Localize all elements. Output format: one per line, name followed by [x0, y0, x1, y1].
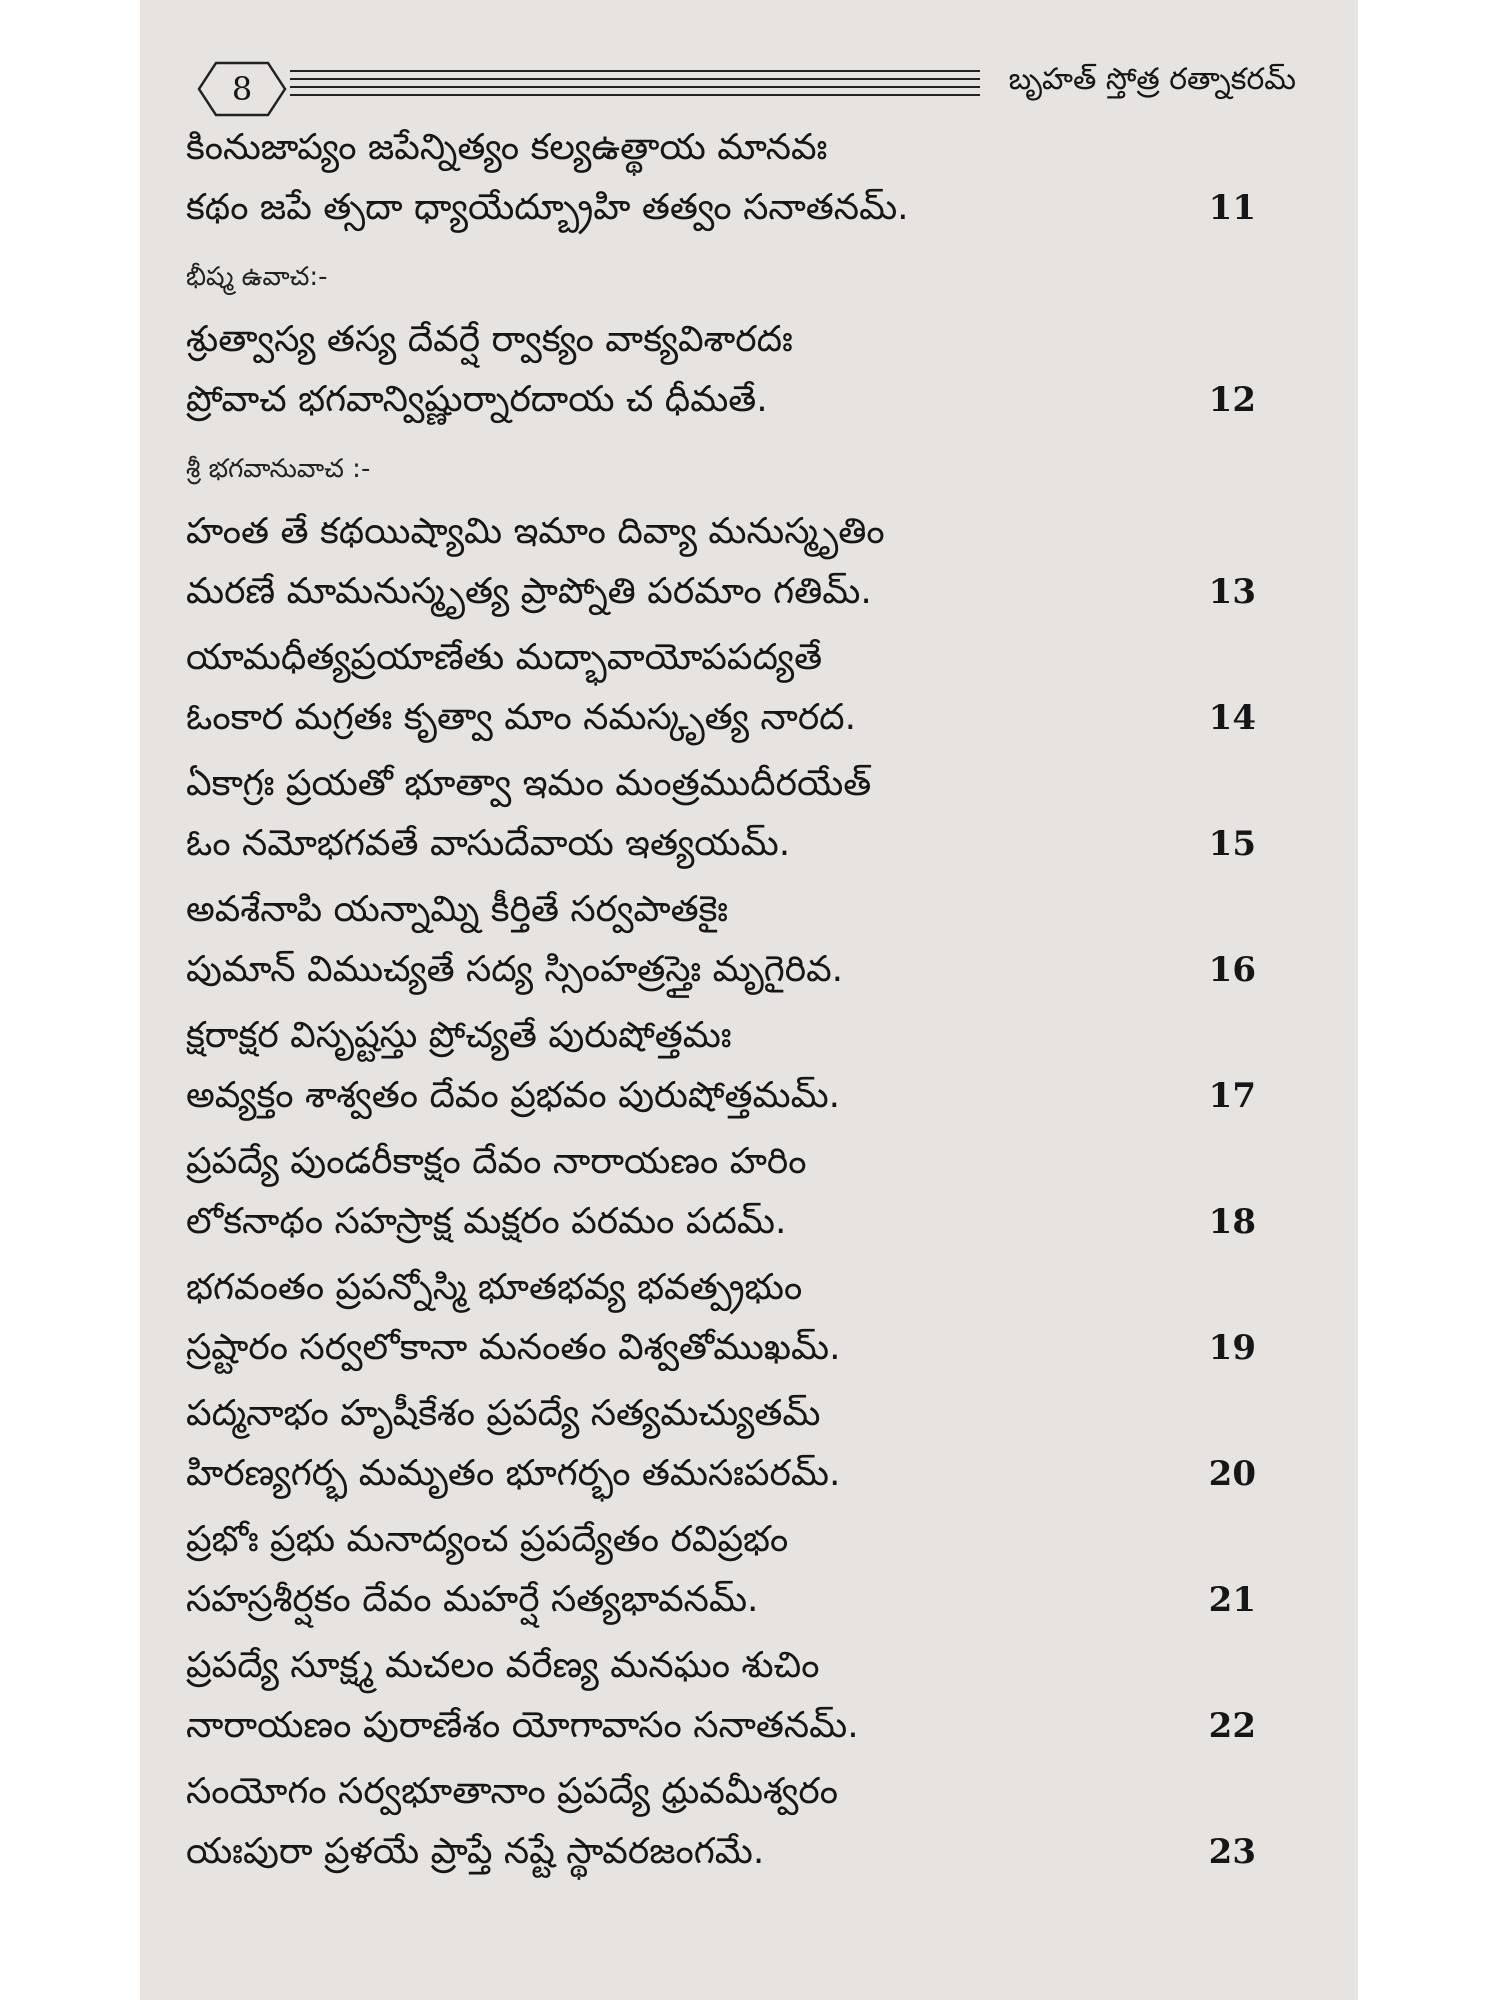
book-page [140, 0, 1358, 2000]
verse-line: శ్రుత్వాస్య తస్య దేవర్షే ర్వాక్యం వాక్యవిశారదః [186, 319, 793, 360]
verse-number: 15 [1208, 824, 1256, 864]
verse-number: 11 [1208, 188, 1256, 228]
verse-line: భగవంతం ప్రపన్నోస్మి భూతభవ్య భవత్ప్రభుం [186, 1267, 803, 1308]
verse-number: 19 [1208, 1328, 1256, 1368]
verse-number: 12 [1208, 380, 1256, 420]
speaker-heading: భీష్మ ఉవాచ:- [186, 262, 328, 292]
sloka-verse [186, 1006, 1296, 1126]
verse-line: ప్రపద్యే పుండరీకాక్షం దేవం నారాయణం హరిం [186, 1141, 807, 1182]
sloka-verse [186, 1636, 1296, 1756]
verse-number: 18 [1208, 1202, 1256, 1242]
verse-line: హిరణ్యగర్భ మమృతం భూగర్భం తమసఃపరమ్. [186, 1453, 841, 1494]
verse-line: పుమాన్ విముచ్యతే సద్య స్సింహత్రస్తైః మృగైరివ. [186, 949, 844, 990]
verse-line: ప్రోవాచ భగవాన్విష్ణుర్నారదాయ చ ధీమతే. [186, 379, 768, 420]
text-body [186, 118, 1296, 1888]
sloka-verse [186, 628, 1296, 748]
verse-line: ఓం నమోభగవతే వాసుదేవాయ ఇత్యయమ్. [186, 823, 791, 864]
page-number [196, 60, 288, 118]
verse-line: ప్రభోః ప్రభు మనాద్యంచ ప్రపద్యేతం రవిప్రభం [186, 1519, 789, 1560]
verse-line: సహస్రశీర్షకం దేవం మహర్షే సత్యభావనమ్. [186, 1579, 759, 1620]
verse-number: 22 [1208, 1706, 1256, 1746]
sloka-verse [186, 1384, 1296, 1504]
verse-line: హంత తే కథయిష్యామి ఇమాం దివ్యా మనుస్మృతిం [186, 511, 885, 552]
speaker-heading: శ్రీ భగవానువాచ :- [186, 454, 371, 484]
verse-line: మరణే మామనుస్మృత్య ప్రాప్నోతి పరమాం గతిమ్. [186, 571, 872, 612]
verse-line: కథం జపే త్సదా ధ్యాయేద్బ్రూహి తత్వం సనాతనమ్. [186, 187, 909, 228]
verse-number: 14 [1208, 698, 1256, 738]
verse-line: అవశేనాపి యన్నామ్ని కీర్తితే సర్వపాతకైః [186, 889, 729, 930]
verse-number: 16 [1208, 950, 1256, 990]
verse-line: నారాయణం పురాణేశం యోగావాసం సనాతనమ్. [186, 1705, 859, 1746]
sloka-verse [186, 118, 1296, 238]
verse-line: ఓంకార మగ్రతః కృత్వా మాం నమస్కృత్య నారద. [186, 697, 857, 738]
sloka-verse [186, 1762, 1296, 1882]
verse-number: 20 [1208, 1454, 1256, 1494]
verse-line: కింనుజాప్యం జపేన్నిత్యం కల్యఉత్థాయ మానవః [186, 127, 828, 168]
sloka-verse [186, 754, 1296, 874]
verse-line: యఃపురా ప్రళయే ప్రాప్తే నష్టే స్థావరజంగమే. [186, 1831, 765, 1872]
sloka-verse [186, 880, 1296, 1000]
verse-line: లోకనాథం సహస్రాక్ష మక్షరం పరమం పదమ్. [186, 1201, 787, 1242]
header-rules [290, 70, 980, 102]
verse-line: క్షరాక్షర విసృష్టస్తు ప్రోచ్యతే పురుషోత్తమః [186, 1015, 732, 1056]
verse-line: పద్మనాభం హృషీకేశం ప్రపద్యే సత్యమచ్యుతమ్ [186, 1393, 821, 1434]
verse-number: 17 [1208, 1076, 1256, 1116]
verse-number: 23 [1208, 1832, 1256, 1872]
sloka-verse [186, 310, 1296, 430]
sloka-verse [186, 1510, 1296, 1630]
sloka-verse [186, 1132, 1296, 1252]
sloka-verse [186, 502, 1296, 622]
verse-line: స్రష్టారం సర్వలోకానా మనంతం విశ్వతోముఖమ్. [186, 1327, 841, 1368]
verse-line: సంయోగం సర్వభూతానాం ప్రపద్యే ధ్రువమీశ్వరం [186, 1771, 839, 1812]
running-title: బృహత్ స్తోత్ర రత్నాకరమ్ [1008, 62, 1296, 97]
verse-number: 13 [1208, 572, 1256, 612]
verse-line: ఏకాగ్రః ప్రయతో భూత్వా ఇమం మంత్రముదీరయేత్ [186, 763, 872, 804]
page-header [196, 60, 1296, 118]
verse-line: యామధీత్యప్రయాణేతు మద్భావాయోపపద్యతే [186, 637, 823, 678]
sloka-verse [186, 1258, 1296, 1378]
verse-line: అవ్యక్తం శాశ్వతం దేవం ప్రభవం పురుషోత్తమమ్. [186, 1075, 841, 1116]
verse-line: ప్రపద్యే సూక్ష్మ మచలం వరేణ్య మనఘం శుచిం [186, 1645, 820, 1686]
page-number-text: 8 [231, 70, 253, 108]
verse-number: 21 [1208, 1580, 1256, 1620]
